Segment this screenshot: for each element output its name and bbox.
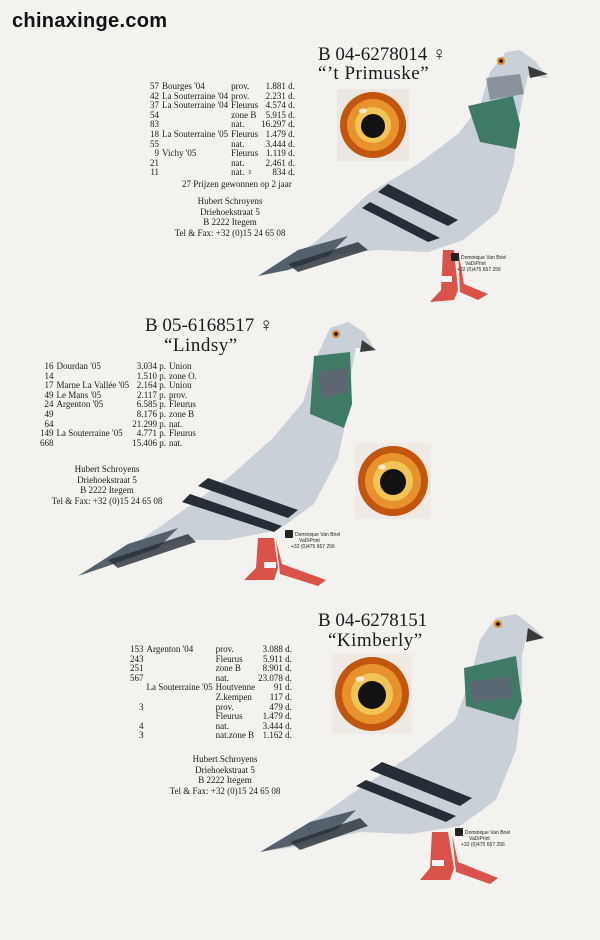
table-row: 42 La Souterraine '04 prov. 2.231 d. <box>150 90 295 101</box>
table-row: 3 prov. 479 d. <box>139 701 292 712</box>
vadiprint-logo-icon <box>455 828 463 836</box>
table-row: 16 Dourdan '05 3.034 p. Union <box>44 361 192 371</box>
table-row: 57 Bourges '04 prov. 1.881 d. <box>150 81 295 91</box>
ring-number-2: B 05-6168517 ♀ <box>145 315 274 336</box>
table-row: 9 Vichy '05 Fleurus 1.119 d. <box>154 148 295 159</box>
vadiprint-logo-icon <box>285 530 293 538</box>
table-row: Z.kempen 117 d. <box>215 691 292 702</box>
table-row: 149 La Souterraine '05 4.771 p. Fleurus <box>40 428 196 439</box>
table-row: 668 15.406 p. nat. <box>40 437 183 448</box>
table-row: 24 Argenton '05 6.585 p. Fleurus <box>44 399 196 410</box>
table-row: Fleurus 1.479 d. <box>215 711 292 722</box>
vadiprint-logo-icon <box>451 253 459 261</box>
owner-address-2: Hubert Schroyens Driehoekstraat 5 B 2222 Itegem Tel & Fax: +32 (0)15 24 65 08 <box>51 464 163 506</box>
photo-credit-2: Dominique Van Briel VaDiPrint +32 (0)475 657 256 <box>285 530 340 550</box>
table-row: 3 nat.zone B 1.162 d. <box>139 730 292 741</box>
table-row: 567 nat. 23.078 d. <box>130 672 292 683</box>
table-row: 83 nat. 16.297 d. <box>150 119 295 130</box>
table-row: 18 La Souterraine '05 Fleurus 1.479 d. <box>150 128 295 139</box>
photo-credit-1: Dominique Van Briel VaDiPrint +32 (0)475 657 256 <box>451 253 506 273</box>
pigeon-name-3: “Kimberly” <box>328 630 423 651</box>
photo-credit-3: Dominique Van Briel VaDiPrint +32 (0)475 657 256 <box>455 828 510 848</box>
table-row: 4 nat. 3.444 d. <box>139 720 292 731</box>
table-row: 49 8.176 p. zone B <box>44 408 195 419</box>
table-row: 49 Le Mans '05 2.117 p. prov. <box>44 389 188 400</box>
pigeon-photo-3 <box>260 610 550 892</box>
table-row: 55 nat. 3.444 d. <box>150 138 295 149</box>
pigeon-name-2: “Lindsy” <box>164 335 238 356</box>
table-row: 11 nat. ♀ 834 d. <box>150 167 295 178</box>
owner-address-1: Hubert Schroyens Driehoekstraat 5 B 2222 Itegem Tel & Fax: +32 (0)15 24 65 08 <box>174 196 286 238</box>
table-row: 14 1.510 p. zone O. <box>44 370 197 381</box>
ring-number-3: B 04-6278151 <box>318 610 428 631</box>
owner-address-3: Hubert Schroyens Driehoekstraat 5 B 2222 Itegem Tel & Fax: +32 (0)15 24 65 08 <box>169 754 281 796</box>
pigeon-name-1: “’t Primuske” <box>318 63 430 84</box>
pigeon-photo-1 <box>258 44 553 314</box>
table-row: 37 La Souterraine '04 Fleurus 4.574 d. <box>150 100 295 111</box>
table-row: 243 Fleurus 5.911 d. <box>130 653 292 664</box>
table-row: 153 Argenton '04 prov. 3.088 d. <box>130 644 292 654</box>
ring-number-1: B 04-6278014 ♀ <box>318 44 447 65</box>
prize-summary: 27 Prijzen gewonnen op 2 jaar <box>182 179 292 189</box>
table-row: 251 zone B 8.901 d. <box>130 663 292 674</box>
table-row: 21 nat. 2.461 d. <box>150 157 295 168</box>
table-row: 17 Marne La Vallée '05 2.164 p. Union <box>44 380 192 391</box>
table-row: La Souterraine '05 Houtvenne 91 d. <box>146 682 292 693</box>
table-row: 54 zone B 5.915 d. <box>150 109 295 120</box>
watermark: chinaxinge.com <box>12 10 168 32</box>
table-row: 64 21.299 p. nat. <box>44 418 183 429</box>
